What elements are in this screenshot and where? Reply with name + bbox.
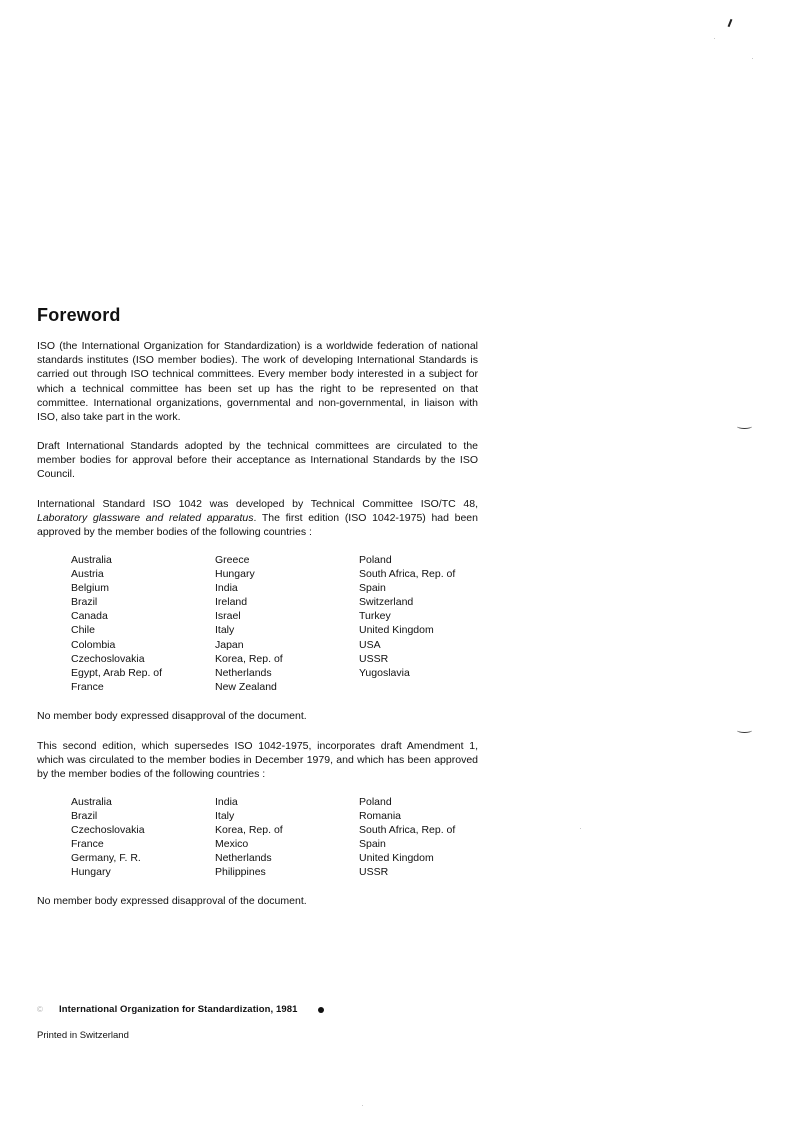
- paragraph-no-disapproval-second: No member body expressed disapproval of the document.: [37, 895, 307, 907]
- country-name: Brazil: [71, 810, 98, 823]
- country-name: Poland: [359, 554, 392, 566]
- country-name: India: [215, 582, 238, 595]
- scan-curve-mark: [737, 424, 752, 429]
- country-name: India: [215, 796, 238, 808]
- paragraph-no-disapproval-first: No member body expressed disapproval of the document.: [37, 710, 307, 722]
- country-name: USA: [359, 638, 381, 651]
- country-name: Austria: [71, 568, 104, 581]
- country-name: Italy: [215, 624, 235, 637]
- country-column: [215, 795, 359, 880]
- paragraph-second-edition: This second edition, which supersedes ISO 1042-1975, incorporates draft Amendment 1, which was circulated to the member bodies in December 1979, and which has been approved by the member bodies of the following countries :: [37, 740, 478, 781]
- country-name: Italy: [215, 810, 235, 823]
- country-column: [71, 553, 215, 694]
- printed-in-note: Printed in Switzerland: [37, 1030, 129, 1041]
- country-name: Poland: [359, 796, 392, 808]
- paragraph-first-edition-end: . The first edition (ISO 1042-1975) had been approved by the member bodies of the following countries :: [37, 512, 478, 539]
- country-name: Australia: [71, 554, 112, 566]
- country-name: South Africa, Rep. of: [359, 824, 456, 837]
- country-name: Canada: [71, 610, 108, 623]
- country-name: New Zealand: [215, 680, 277, 693]
- country-name: France: [71, 838, 104, 851]
- country-name: France: [71, 680, 104, 693]
- country-name: USSR: [359, 652, 389, 665]
- paragraph-draft-standards: Draft International Standards adopted by the technical committees are circulated to the member bodies for approval before their acceptance as International Standards by the ISO Council.: [37, 440, 478, 481]
- scan-curve-mark: [737, 728, 752, 733]
- country-column: [215, 553, 359, 694]
- country-list-first-edition: [71, 553, 491, 694]
- country-name: Korea, Rep. of: [215, 824, 283, 837]
- country-name: United Kingdom: [359, 852, 434, 865]
- country-name: Czechoslovakia: [71, 652, 145, 665]
- bullet-icon: [318, 1007, 324, 1013]
- country-name: Japan: [215, 638, 244, 651]
- country-column: [359, 553, 491, 694]
- country-name: Belgium: [71, 582, 109, 595]
- country-name: Colombia: [71, 638, 116, 651]
- scan-speck: [714, 38, 715, 39]
- country-name: Netherlands: [215, 852, 272, 865]
- committee-title: Laboratory glassware and related apparatus: [37, 512, 254, 525]
- country-name: Romania: [359, 810, 402, 823]
- country-name: Turkey: [359, 610, 391, 623]
- country-name: Czechoslovakia: [71, 824, 145, 837]
- country-name: Australia: [71, 796, 112, 808]
- country-name: Korea, Rep. of: [215, 652, 283, 665]
- country-name: Yugoslavia: [359, 666, 410, 679]
- scan-speck: [752, 58, 753, 59]
- country-name: USSR: [359, 866, 389, 879]
- country-name: Chile: [71, 624, 95, 637]
- copyright-line: [37, 1004, 324, 1015]
- page-heading: Foreword: [37, 305, 121, 325]
- country-name: Spain: [359, 838, 386, 851]
- country-name: Switzerland: [359, 596, 414, 609]
- paragraph-first-edition: [37, 497, 478, 540]
- country-column: [71, 795, 215, 880]
- country-name: Israel: [215, 610, 241, 623]
- paragraph-first-edition-start: International Standard ISO 1042 was developed by Technical Committee ISO/TC 48,: [37, 498, 478, 510]
- country-column: [359, 795, 491, 880]
- country-name: Ireland: [215, 596, 248, 609]
- country-name: Brazil: [71, 596, 98, 609]
- scan-speck: [580, 828, 581, 829]
- country-name: Hungary: [71, 866, 111, 879]
- country-name: Egypt, Arab Rep. of: [71, 666, 163, 679]
- scan-tick-mark: [728, 19, 733, 27]
- country-name: United Kingdom: [359, 624, 434, 637]
- country-name: Netherlands: [215, 666, 272, 679]
- country-name: Greece: [215, 554, 250, 566]
- country-name: Philippines: [215, 866, 266, 879]
- country-name: Hungary: [215, 568, 255, 581]
- country-name: Mexico: [215, 838, 249, 851]
- country-name: Spain: [359, 582, 386, 595]
- scan-speck: [362, 1105, 363, 1106]
- country-name: South Africa, Rep. of: [359, 568, 456, 581]
- copyright-icon: ©: [37, 1005, 43, 1014]
- paragraph-iso-intro: ISO (the International Organization for Standardization) is a worldwide federation of national standards institutes (ISO member bodies). The work of developing International Standards is carried out through ISO technical committees. Every member body interested in a subject for which a technical committee has been set up has the right to be represented on that committee. International organizations, governmental and non-governmental, in liaison with ISO, also take part in the work.: [37, 340, 478, 424]
- country-list-second-edition: [71, 795, 491, 880]
- copyright-organization: International Organization for Standardization, 1981: [59, 1004, 298, 1015]
- country-name: Germany, F. R.: [71, 852, 141, 865]
